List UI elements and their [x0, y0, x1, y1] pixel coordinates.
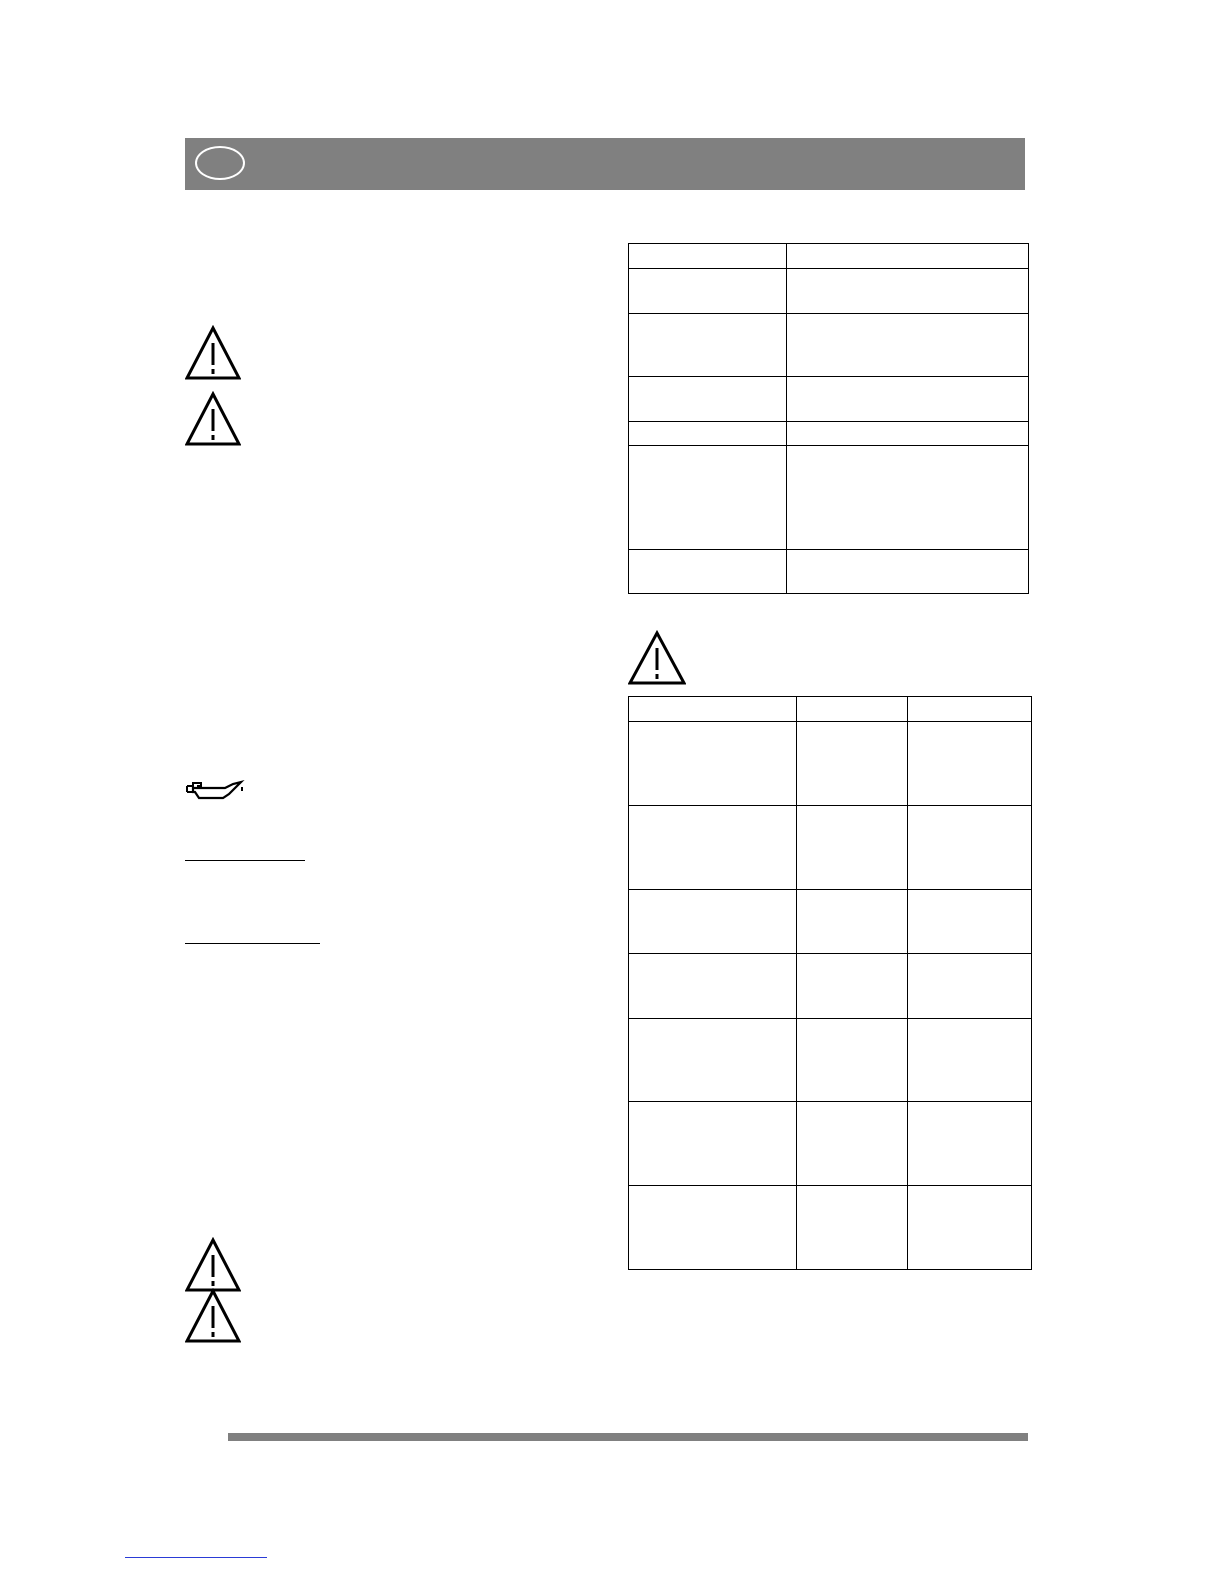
table-row	[629, 269, 1029, 314]
table-cell	[787, 244, 1029, 269]
table-cell	[908, 1186, 1032, 1270]
table-cell	[908, 722, 1032, 806]
table-cell	[629, 550, 787, 594]
warning-triangle-icon	[628, 630, 686, 686]
table-cell	[629, 806, 797, 890]
table-cell	[629, 1019, 797, 1102]
page-header-bar	[185, 138, 1025, 190]
table-row	[629, 1019, 1032, 1102]
table-row	[629, 422, 1029, 446]
page-footer-bar	[228, 1433, 1028, 1441]
oil-can-icon	[185, 778, 245, 807]
table-cell	[629, 954, 797, 1019]
language-badge	[195, 146, 245, 180]
table-cell	[629, 722, 797, 806]
hyperlink-underline[interactable]	[125, 1557, 267, 1558]
warning-triangle-icon	[185, 1237, 241, 1293]
table-cell	[908, 1102, 1032, 1186]
table-cell	[908, 1019, 1032, 1102]
table-cell	[629, 377, 787, 422]
table-row	[629, 314, 1029, 377]
table-cell	[629, 269, 787, 314]
table-row	[629, 377, 1029, 422]
table-cell	[787, 550, 1029, 594]
table-cell	[787, 422, 1029, 446]
table-header-cell	[908, 697, 1032, 722]
table-header-cell	[797, 697, 908, 722]
table-row	[629, 806, 1032, 890]
table-cell	[629, 1186, 797, 1270]
warning-triangle-icon	[185, 1288, 241, 1344]
table-cell	[908, 806, 1032, 890]
table-row	[629, 1186, 1032, 1270]
table-cell	[797, 1186, 908, 1270]
table-cell	[629, 314, 787, 377]
table-header-row	[629, 697, 1032, 722]
table-cell	[797, 890, 908, 954]
table-cell	[797, 722, 908, 806]
table-cell	[797, 1102, 908, 1186]
table-cell	[629, 244, 787, 269]
table-cell	[908, 890, 1032, 954]
top-right-table	[628, 243, 1029, 594]
table-cell	[908, 954, 1032, 1019]
underlined-heading	[185, 860, 305, 861]
table-cell	[787, 446, 1029, 550]
warning-triangle-icon	[185, 391, 241, 447]
bottom-right-table	[628, 696, 1032, 1270]
table-cell	[797, 954, 908, 1019]
table-cell	[629, 446, 787, 550]
table-row	[629, 722, 1032, 806]
table-header-cell	[629, 697, 797, 722]
table-row	[629, 1102, 1032, 1186]
table-cell	[629, 890, 797, 954]
table-cell	[797, 806, 908, 890]
table-cell	[787, 377, 1029, 422]
warning-triangle-icon	[185, 325, 241, 381]
table-row	[629, 244, 1029, 269]
table-cell	[797, 1019, 908, 1102]
table-cell	[629, 422, 787, 446]
table-cell	[787, 269, 1029, 314]
underlined-heading	[185, 943, 320, 944]
table-cell	[629, 1102, 797, 1186]
table-row	[629, 550, 1029, 594]
table-row	[629, 890, 1032, 954]
table-cell	[787, 314, 1029, 377]
table-row	[629, 954, 1032, 1019]
table-row	[629, 446, 1029, 550]
